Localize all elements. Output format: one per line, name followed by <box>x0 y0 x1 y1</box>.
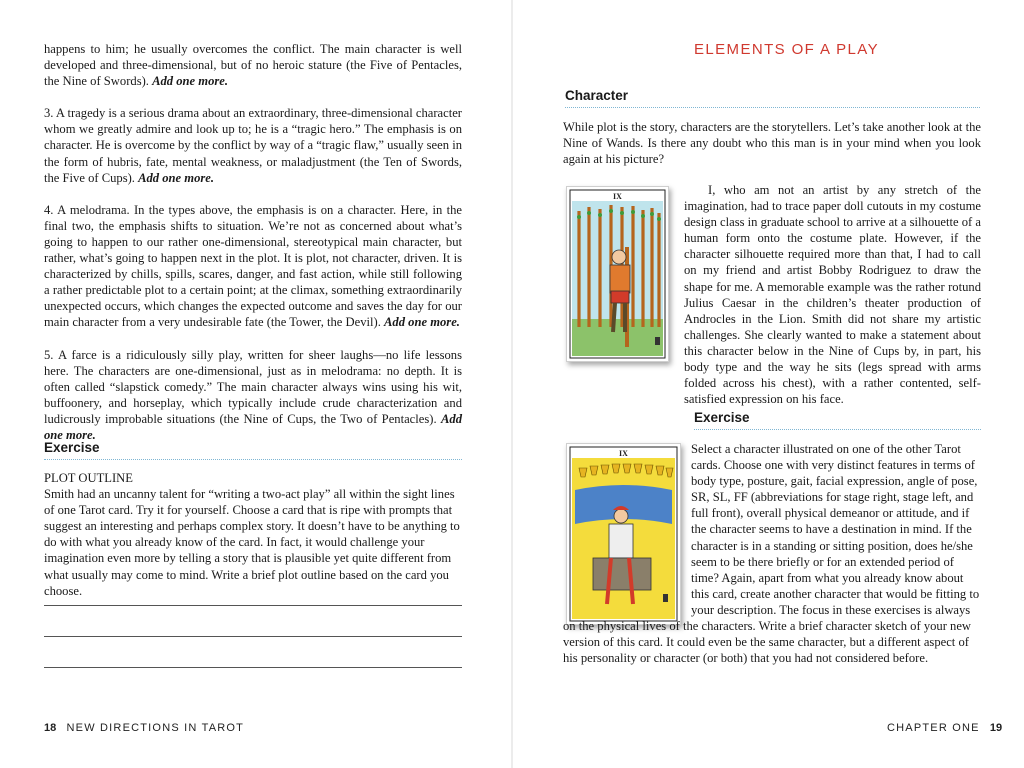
character-body: I, who am not an artist by any stretch of the imagination, had to trace paper doll cutouts in my costume design class in graduate school to arrive at a silhouette of a human form onto the costume plate. However, if the character silhouette required more than that, I had to call on my friend and artist Bobby Rodriguez to draw the shape for me. A memorable example was the rather rotund Julius Caesar in the children’s theater production of Androcles in the Lion. Smith did not share my artistic challenges. She clearly wanted to make a statement about this character below in the Nine of Cups by, in part, his body type and the way he sits (legs spread with arms folded across his chest), with a rather contented, self-satisfied expression on his face. <box>684 183 981 407</box>
left-exercise-rule <box>44 459 462 460</box>
writing-line-2[interactable] <box>44 636 462 637</box>
right-exercise-rule <box>694 429 981 430</box>
right-exercise-text: Select a character illustrated on one of the other Tarot cards. Choose one with very distinct features in terms of body type, posture, gait, facial expression, angle of pose, SR, SL, FF (abbreviations for stage right, stage left, and full front), overall physical demeanor or attitude, and if the character seems to have a destination in mind. If the character is in a standing or sitting position, does he/she seem to be there briefly or for an extended period of time? Again, apart from what you already know about this card, create another character that would be fitting to your description. The focus in these exercises is always on the physical lives of the characters. Write a brief character sketch of your new version of this card. It could even be the same character, but a different aspect of his personality or character (or both) that you had not considered before. <box>563 442 980 666</box>
writing-line-3[interactable] <box>44 667 462 668</box>
writing-line-1[interactable] <box>44 605 462 606</box>
card-float-spacer <box>563 441 691 607</box>
nine-of-cups-numeral: IX <box>619 449 628 458</box>
left-exercise-heading: Exercise <box>44 440 100 455</box>
right-exercise-heading: Exercise <box>694 410 750 425</box>
nine-of-wands-illustration <box>567 187 668 361</box>
character-intro: While plot is the story, characters are the storytellers. Let’s take another look at the Nine of Wands. Is there any doubt who this man is in your mind when you look again at his picture? <box>563 120 981 167</box>
paragraph-melodrama: 4. A melodrama. In the types above, the emphasis is on a character. Here, in the final two, the emphasis shifts to situation. We’re not as concerned about what’s going to happen to our rather one-dimensional, stereotypical main character, but rather, what’s going to happen next in the plot. It is plot, not character, driven. It is characterized by chills, spills, scares, danger, and fast action, while still following a rather predictable plot to a certain point; at the climax, something extraordinarily unexpected occurs, which changes the expected outcome and saves the day for our main character from a very undesirable fate (the Tower, the Devil). Add one more. <box>44 202 462 330</box>
paragraph-tragedy: 3. A tragedy is a serious drama about an extraordinary, three-dimensional character whom we greatly admire and look up to; he is a “tragic hero.” The emphasis is on character. He is overcome by the conflict by way of a “tragic flaw,” usually seen in the form of hubris, fate, mental weakness, or maladjustment (the Ten of Swords, the Five of Cups). Add one more. <box>44 106 462 185</box>
paragraph-comedy-end: happens to him; he usually overcomes the conflict. The main character is well developed and three-dimensional, but of no heroic stature (the Five of Pentacles, the Nine of Swords). Add one more. <box>44 42 462 89</box>
right-page-number: 19 <box>989 722 1003 734</box>
nine-of-wands-numeral: IX <box>613 192 622 201</box>
character-heading: Character <box>565 88 629 103</box>
plot-outline-block <box>44 470 464 599</box>
right-running-head: CHAPTER ONE <box>887 722 980 734</box>
paragraph-farce: 5. A farce is a ridiculously silly play, written for sheer laughs—no life lessons here. The characters are one-dimensional, just as in melodrama: no depth. It is often called “slapstick comedy.” The main character always wins using his wit, buffoonery, and horseplay, which typically include crude characterization and ludicrously improbable situations (the Nine of Cups, the Two of Pentacles). Add one more. <box>44 347 462 442</box>
character-rule <box>565 107 980 108</box>
left-folio <box>44 722 244 734</box>
right-folio <box>887 722 1002 734</box>
plot-outline-text: Smith had an uncanny talent for “writing a two-act play” all within the sight lines of one Tarot card. Try it for yourself. Choose a card that is ripe with prompts that suggest an interesting and perhaps complex story. It doesn’t have to be anything to do with what you already know of the card. In fact, it would challenge your imagination even more by telling a story that is plausible yet quite different from what usually may come to mind. Write a brief plot outline based on the card you choose. <box>44 487 460 598</box>
plot-outline-label: PLOT OUTLINE <box>44 471 133 485</box>
left-page-number: 18 <box>44 722 57 734</box>
chapter-title: ELEMENTS OF A PLAY <box>694 41 879 58</box>
left-body-text <box>44 41 462 443</box>
nine-of-wands-card-image <box>566 186 669 362</box>
left-running-head: NEW DIRECTIONS IN TAROT <box>66 722 245 734</box>
